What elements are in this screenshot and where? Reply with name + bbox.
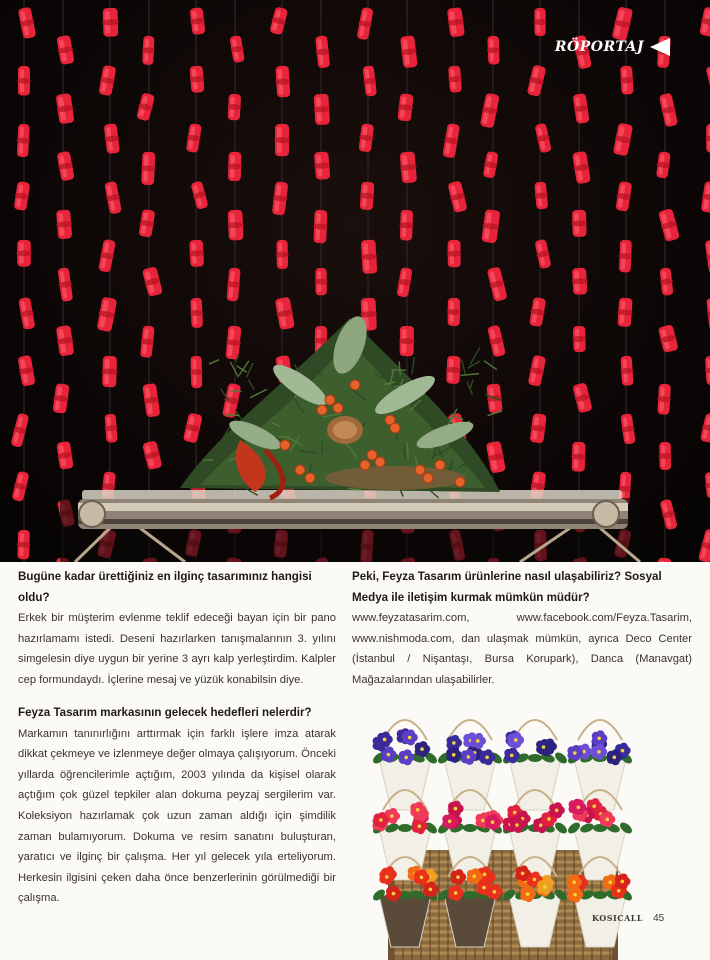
felt-bead: [528, 297, 547, 328]
section-label-text: RÖPORTAJ: [554, 39, 644, 55]
magazine-brand: KOSICALL: [592, 913, 644, 923]
felt-bead: [140, 152, 156, 186]
felt-bead: [659, 498, 679, 530]
felt-bead: [103, 123, 121, 154]
felt-bead: [103, 181, 123, 215]
felt-bead: [618, 240, 633, 273]
felt-bead: [698, 6, 710, 37]
felt-bead: [102, 8, 120, 37]
felt-bead: [55, 35, 75, 66]
felt-bead: [221, 383, 242, 419]
felt-bead: [56, 267, 74, 302]
felt-bead: [572, 326, 587, 352]
felt-bead: [17, 66, 31, 96]
felt-bead: [10, 470, 30, 502]
felt-bead: [619, 356, 634, 386]
felt-bead: [619, 66, 635, 95]
felt-bead: [396, 93, 414, 122]
felt-bead: [189, 65, 206, 93]
felt-bead: [227, 94, 243, 121]
felt-bead: [185, 123, 203, 153]
felt-bead: [399, 151, 418, 183]
felt-bead: [527, 354, 548, 387]
felt-bead: [189, 356, 203, 388]
felt-bead: [656, 384, 672, 415]
berry: [435, 460, 445, 470]
felt-bead: [95, 296, 118, 332]
felt-bead: [188, 240, 205, 267]
felt-bead: [356, 7, 375, 41]
felt-bead: [658, 92, 679, 127]
felt-bead: [614, 181, 633, 212]
felt-bead: [657, 208, 681, 242]
felt-bead: [479, 92, 501, 128]
felt-bead: [571, 210, 588, 237]
felt-bead: [9, 412, 30, 448]
felt-bead: [486, 324, 507, 357]
felt-bead: [268, 6, 289, 35]
felt-bead: [705, 124, 710, 153]
felt-bead: [700, 181, 710, 214]
felt-bead: [101, 356, 118, 388]
felt-bead: [486, 266, 509, 302]
felt-bead: [17, 7, 38, 40]
felt-bead: [55, 209, 73, 239]
felt-bead: [571, 268, 588, 295]
felt-bead: [182, 412, 204, 444]
felt-bead: [135, 92, 156, 122]
berry: [305, 473, 315, 483]
felt-bead: [228, 35, 245, 63]
felt-bead: [189, 298, 204, 328]
felt-bead: [533, 239, 552, 270]
answer-paragraph: www.feyzatasarim.com, www.facebook.com/Feyza.Tasarim, www.nishmoda.com, dan ulaşmak mümkün, ayrıca Deco Center (İstanbul / Nişantaşı, Bursa Korupark), Danca (Manavgat) Mağazalarından ulaşabilirler.: [352, 612, 692, 686]
felt-bead: [441, 123, 461, 159]
felt-bead: [482, 151, 500, 179]
felt-bead: [447, 240, 462, 267]
felt-bead: [16, 240, 32, 267]
felt-bead: [399, 210, 414, 241]
felt-bead: [139, 325, 156, 358]
felt-bead: [55, 93, 76, 125]
felt-bead: [56, 151, 76, 182]
berry: [325, 395, 335, 405]
felt-bead: [654, 557, 672, 562]
felt-bead: [704, 471, 710, 499]
felt-bead: [533, 123, 552, 154]
felt-bead: [138, 209, 157, 238]
felt-bead: [97, 65, 117, 97]
berry: [295, 465, 305, 475]
question-heading: Peki, Feyza Tasarım ürünlerine nasıl ulaşabiliriz? Sosyal Medya ile iletişim kurmak mümkün müdür?: [352, 570, 662, 604]
felt-bead: [571, 151, 592, 185]
felt-bead: [699, 412, 710, 443]
felt-bead: [447, 65, 463, 92]
felt-bead: [224, 325, 242, 360]
berry: [415, 465, 425, 475]
berry: [423, 473, 433, 483]
berry: [317, 405, 327, 415]
felt-bead: [225, 267, 241, 301]
felt-bead: [704, 356, 710, 386]
felt-bead: [141, 383, 161, 418]
berry: [360, 460, 370, 470]
felt-bead: [399, 326, 415, 356]
interview-block-future-goals: [18, 703, 336, 909]
felt-bead: [313, 151, 332, 180]
felt-bead: [55, 441, 74, 470]
felt-bead: [445, 356, 462, 384]
felt-bead: [533, 181, 549, 209]
berry: [390, 423, 400, 433]
felt-bead: [485, 440, 507, 473]
section-label: [555, 38, 670, 56]
felt-bead: [486, 36, 500, 65]
felt-bead: [16, 124, 31, 158]
felt-bead: [275, 240, 289, 269]
felt-bead: [659, 267, 675, 296]
berry: [350, 380, 360, 390]
felt-bead: [189, 180, 209, 210]
page-footer: [592, 913, 664, 924]
felt-bead: [526, 64, 548, 97]
felt-bead: [360, 239, 379, 274]
felt-bead: [446, 180, 468, 213]
felt-bead: [658, 442, 672, 470]
felt-bead: [533, 8, 546, 36]
felt-bead: [697, 528, 710, 562]
felt-bead: [480, 209, 501, 244]
felt-bead: [13, 181, 32, 211]
question-heading: Feyza Tasarım markasının gelecek hedefleri nelerdir?: [18, 706, 312, 719]
felt-bead: [16, 355, 36, 387]
felt-bead: [704, 239, 710, 274]
berry: [375, 457, 385, 467]
felt-bead: [141, 36, 155, 65]
felt-bead: [55, 325, 75, 357]
felt-bead: [314, 268, 328, 295]
felt-bead: [103, 414, 118, 443]
felt-bead: [16, 530, 31, 560]
felt-bead: [227, 152, 242, 181]
felt-bead: [655, 151, 672, 179]
felt-bead: [571, 382, 593, 414]
berry: [280, 440, 290, 450]
glass-table: [60, 490, 640, 562]
felt-bead: [619, 413, 636, 445]
felt-bead: [529, 413, 548, 444]
felt-bead: [357, 123, 375, 152]
berry: [367, 450, 377, 460]
felt-bead: [51, 383, 70, 414]
felt-bead: [399, 35, 419, 68]
interview-block-contact: [352, 567, 692, 691]
felt-bead: [616, 297, 633, 327]
berry: [455, 477, 465, 487]
felt-bead: [447, 298, 462, 326]
answer-paragraph: Markamın tanınırlığını arttırmak için farklı işlere imza atarak dikkat çekmeye ve izlenmeye değer olmaya çalışıyorum. Önceki yıllarda öğrencilerimle açtığım, 2003 yılında da kişisel olarak açtığım çok güzel tepkiler alan dokuma peyzaj sergilerim var. Koleksiyon hazırlamak çok uzun zaman aldığı için şimdilik zaman bulamıyorum. Dokuma ve resim sanatını buluşturan, yaratıcı ve ilginç bir çalışma. Her yıl gelecek yıla erteliyorum. Herkesin ilgisini çeken daha önce benzerlerinin görülmediği bir çalışma.: [18, 727, 336, 905]
felt-bead: [446, 7, 466, 38]
felt-bead: [189, 7, 207, 35]
felt-bead: [271, 181, 290, 216]
felt-bead: [395, 267, 413, 298]
felt-bead: [227, 210, 245, 241]
felt-bead: [314, 35, 331, 68]
berry: [333, 403, 343, 413]
felt-bead: [274, 66, 291, 98]
page-number: 45: [653, 913, 665, 924]
felt-bead: [361, 65, 378, 97]
interview-block-most-interesting-design: [18, 567, 336, 691]
felt-bead: [97, 239, 117, 273]
felt-bead: [704, 64, 710, 99]
answer-paragraph: Erkek bir müşterim evlenme teklif edeceği bayan için bir pano hazırlamamı istedi. Deseni hazırlarken tanışmalarının 3. yılını simgelesin diye uygun bir yerine 3 ayrı kalp yerleştirdim. Kalpler cep formundaydı. İçlerine mesaj ve yüzük konabilsin diye.: [18, 612, 336, 686]
felt-bead: [612, 122, 634, 156]
felt-bead: [359, 181, 376, 210]
felt-bead: [274, 296, 296, 330]
felt-bead: [571, 442, 587, 472]
felt-bead: [611, 6, 635, 41]
felt-bead: [312, 210, 328, 244]
felt-bead: [141, 266, 164, 297]
felt-bead: [705, 297, 710, 330]
felt-bead: [141, 440, 163, 470]
felt-bead: [657, 324, 680, 354]
question-heading: Bugüne kadar ürettiğiniz en ilginç tasarımınız hangisi oldu?: [18, 570, 312, 604]
felt-bead: [17, 297, 36, 330]
felt-bead: [274, 124, 290, 156]
arrow-left-icon: [650, 38, 670, 56]
felt-bead: [572, 93, 591, 124]
felt-bead: [313, 94, 331, 126]
